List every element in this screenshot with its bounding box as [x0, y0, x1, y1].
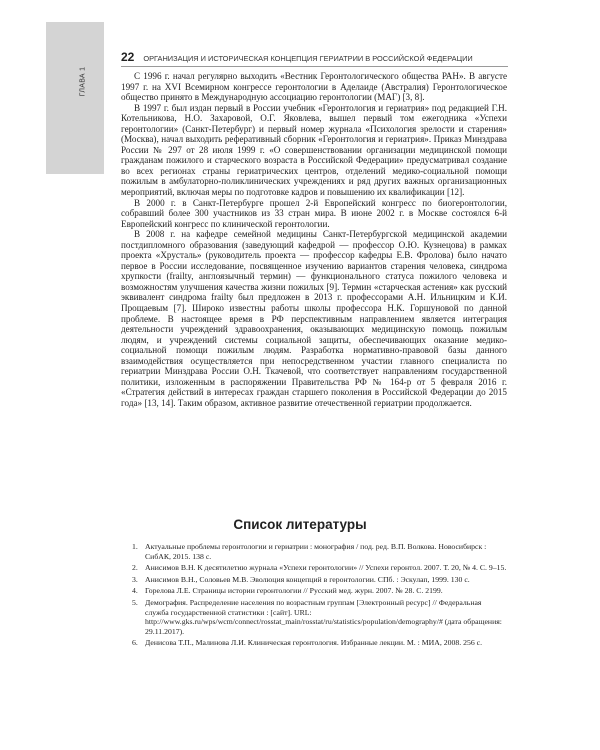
reference-number: 5.: [132, 597, 138, 607]
paragraph: В 2008 г. на кафедре семейной медицины Санкт-Петербургской медицинской академии постдипломного образования (заведующий кафедрой — профессор О.Ю. Кузнецова) в рамках проекта «Хрусталь» (руководитель проекта — профессор кафедры Е.В. Фролова) было начато первое в России исследование, посвященное изучению вариантов старения человека, синдрома хрупкости (frailty, англоязычный термин) — функционального статуса пожилого человека и возможностям улучшения качества жизни пожилых [9]. Термин «старческая астения» как русский эквивалент синдрома frailty был предложен в 2013 г. профессорами А.Н. Ильницким и К.И. Прощаевым [7]. Широко известны работы школы профессора Н.К. Горшуновой по данной проблеме. В настоящее время в РФ перспективным направлением является интеграция деятельности учреждений здравоохранения, оказывающих медицинскую помощь пожилым людям, и учреждений системы социальной защиты, обеспечивающих оказание медико-социальной помощи пожилым людям. Разработка нормативно-правовой базы данного взаимодействия осуществляется при непосредственном участии главного специалиста по гериатрии Минздрава России О.Н. Ткачевой, что соответствует направлениям государственной политики, изложенным в распоряжении Правительства РФ № 164-р от 5 февраля 2016 г. «Стратегия действий в интересах граждан старшего поколения в Российской Федерации до 2015 года» [13, 14]. Таким образом, активное развитие отечественной гериатрии продолжается.: [121, 229, 507, 408]
reference-item: [121, 598, 507, 636]
reference-number: 3.: [132, 574, 138, 584]
reference-number: 4.: [132, 586, 138, 596]
reference-text: Денисова Т.П., Малинова Л.И. Клиническая геронтология. Избранные лекции. М. : МИА, 2008. 256 с.: [145, 638, 483, 648]
reference-text: Демография. Распределение населения по возрастным группам [Электронный ресурс] // Федеральная служба государственной статистики : [сайт]. URL: http://www.gks.ru/wps/wcm/connect/rosstat_main/rosstat/ru/statistics/population/demography/# (дата обращения: 29.11.2017).: [145, 597, 502, 636]
paragraph: В 1997 г. был издан первый в России учебник «Геронтология и гериатрия» под редакцией Г.Н. Котельникова, Н.О. Захаровой, О.Г. Яковлева, вышел первый том ежегодника «Успехи геронтологии» (Санкт-Петербург) и первый номер журнала «Психология зрелости и старения» (Москва), начал выходить реферативный сборник «Геронтология и гериатрия». Приказ Минздрава России № 297 от 28 июля 1999 г. «О совершенствовании организации медицинской помощи гражданам пожилого и старческого возраста в Российской Федерации» предусматривал создание во всех регионах страны гериатрических центров, отделений медико-социальной помощи пожилым в амбулаторно-поликлинических учреждениях и ряд других важных организационных мероприятий, включая меры по подготовке кадров и повышению их квалификации [12].: [121, 102, 507, 198]
reference-item: [121, 586, 507, 596]
running-title: ОРГАНИЗАЦИЯ И ИСТОРИЧЕСКАЯ КОНЦЕПЦИЯ ГЕРИАТРИИ В РОССИЙСКОЙ ФЕДЕРАЦИИ: [143, 54, 473, 63]
reference-number: 6.: [132, 638, 138, 648]
reference-number: 1.: [132, 542, 138, 551]
body-text: [121, 71, 507, 409]
paragraph: В 2000 г. в Санкт-Петербурге прошел 2-й Европейский конгресс по биогеронтологии, собравший более 300 участников из 33 стран мира. В июне 2002 г. в Москве состоялся 6-й Европейский конгресс по клинической геронтологии.: [121, 197, 507, 229]
reference-text: Актуальные проблемы геронтологии и гериатрии : монография / под. ред. В.П. Волкова. Новосибирск : СибАК, 2015. 138 с.: [145, 542, 487, 561]
reference-item: [121, 575, 507, 585]
reference-item: [121, 563, 507, 573]
paragraph: С 1996 г. начал регулярно выходить «Вестник Геронтологического общества РАН». В августе 1997 г. на XVI Всемирном конгрессе геронтологии в Аделаиде (Австралия) Геронтологическое общество принято в Международную ассоциацию геронтологии (МАГ) [3, 8].: [121, 71, 507, 103]
reference-text: Анисимов В.Н. К десятилетию журнала «Успехи геронтологии» // Успехи геронтол. 2007. Т. 20, № 4. С. 9–15.: [145, 563, 507, 573]
references-heading: Список литературы: [233, 517, 367, 532]
references-list: [121, 542, 507, 650]
chapter-side-tab: [46, 22, 104, 174]
reference-text: Горелова Л.Е. Страницы истории геронтологии // Русский мед. журн. 2007. № 28. С. 2199.: [145, 586, 443, 596]
reference-item: [121, 542, 507, 561]
running-header: [121, 50, 506, 66]
header-rule: [121, 66, 508, 67]
chapter-label: ГЛАВА 1: [79, 66, 87, 97]
reference-number: 2.: [132, 563, 138, 573]
reference-item: [121, 638, 507, 648]
page-number: 22: [121, 50, 135, 64]
reference-text: Анисимов В.Н., Соловьев М.В. Эволюция концепций в геронтологии. СПб. : Эскулап, 1999. 130 с.: [145, 574, 470, 584]
